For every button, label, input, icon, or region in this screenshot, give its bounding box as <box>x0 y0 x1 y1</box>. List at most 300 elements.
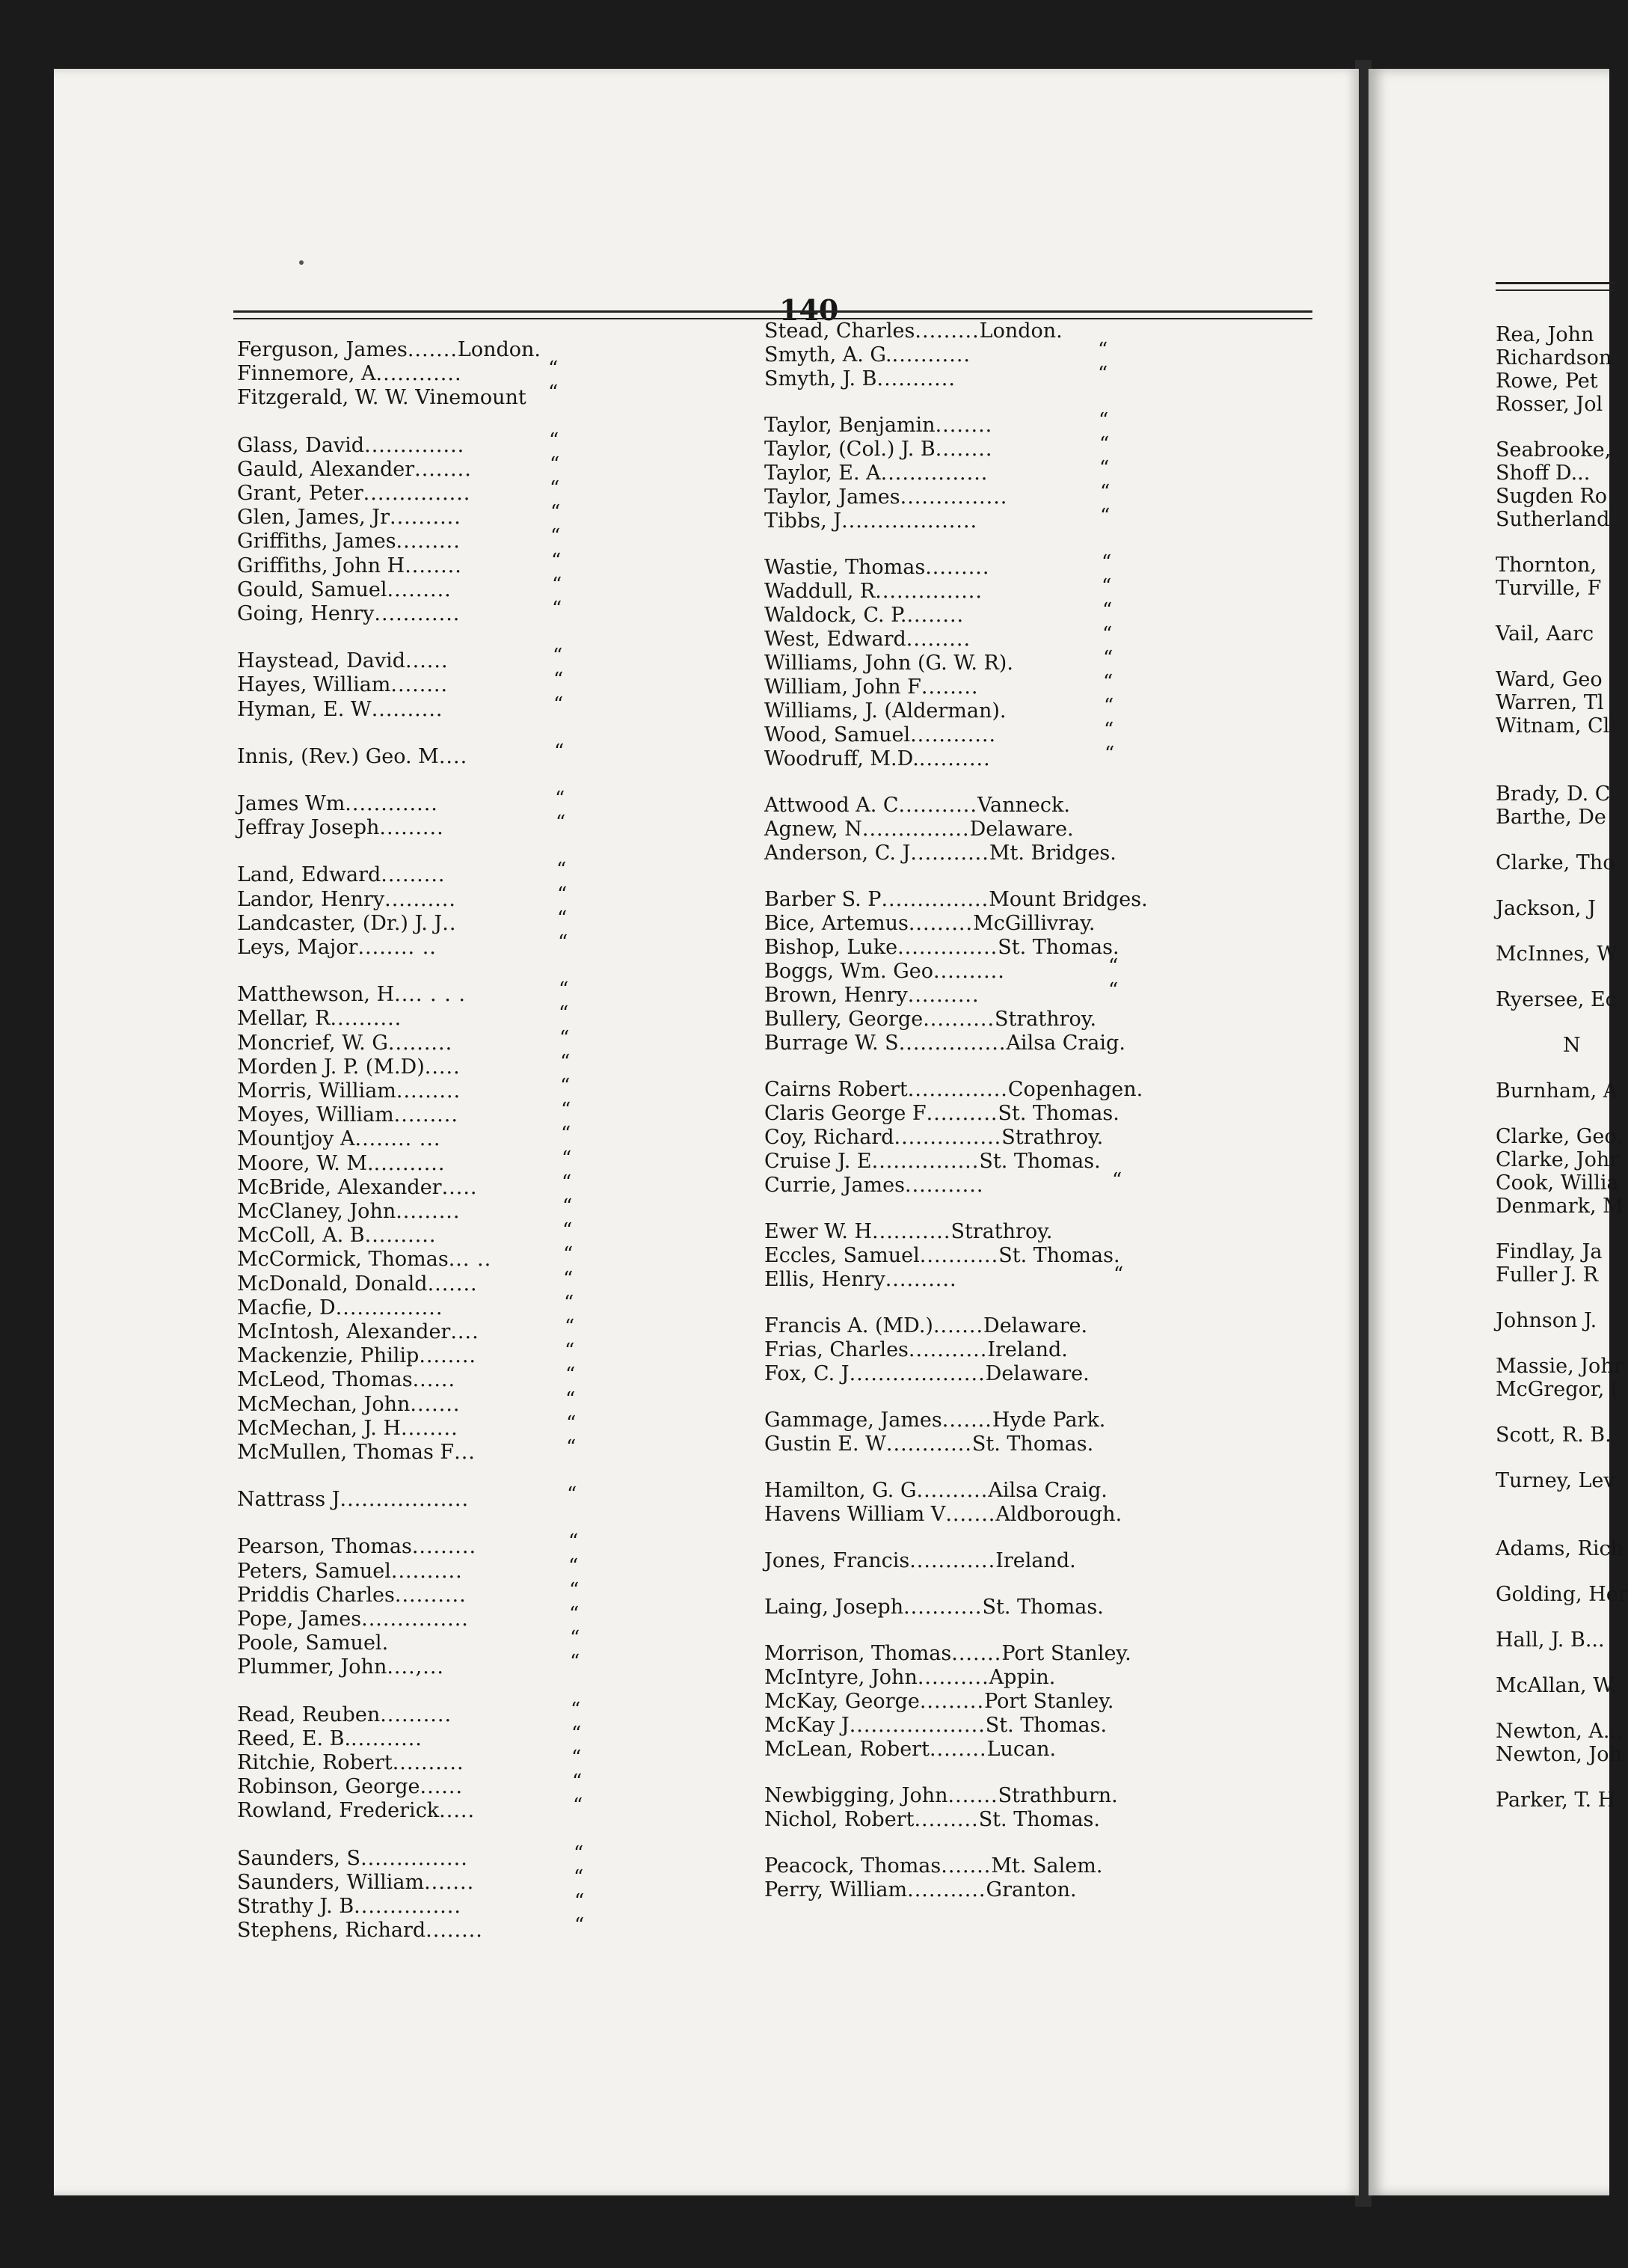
leader-dots: ..... <box>441 1175 478 1199</box>
directory-entry <box>764 842 1116 865</box>
directory-entry <box>237 506 461 530</box>
entry-name: Eccles, Samuel <box>764 1244 920 1267</box>
entry-name: Johnson J. <box>1496 1309 1597 1332</box>
ditto-mark: “ <box>1104 695 1114 717</box>
ditto-mark: “ <box>568 1554 579 1578</box>
directory-entry <box>237 1417 458 1441</box>
directory-entry <box>764 628 971 652</box>
directory-entry <box>764 1409 1105 1432</box>
entry-name: Agnew, N <box>764 818 862 841</box>
directory-entry <box>237 1751 464 1775</box>
entry-town: McGillivray. <box>973 912 1096 935</box>
entry-name: Peacock, Thomas <box>764 1854 942 1878</box>
leader-dots: .......... <box>380 1702 452 1726</box>
ditto-mark: “ <box>560 1050 571 1073</box>
entry-name: Frias, Charles <box>764 1338 909 1361</box>
entry-name: Taylor, E. A <box>764 462 881 485</box>
directory-entry <box>764 556 989 580</box>
directory-entry <box>237 362 462 386</box>
directory-entry <box>237 816 444 840</box>
directory-entry <box>764 1314 1087 1338</box>
ditto-mark: “ <box>1102 623 1113 646</box>
directory-entry <box>237 1871 474 1895</box>
directory-entry <box>237 434 464 458</box>
entry-town: Delaware. <box>983 1314 1088 1337</box>
directory-entry <box>1496 1537 1624 1561</box>
directory-entry <box>1496 1240 1603 1264</box>
leader-dots: ........... <box>908 1338 988 1361</box>
entry-town: Strathroy. <box>995 1008 1097 1031</box>
ditto-mark: “ <box>568 1530 579 1554</box>
leader-dots: ............... <box>360 1846 468 1870</box>
entry-name: Macfie, D <box>237 1296 336 1320</box>
leader-dots: ........... <box>891 343 971 367</box>
ditto-mark: “ <box>552 598 562 620</box>
ditto-mark: “ <box>551 549 562 572</box>
leader-dots: ....... <box>410 1392 461 1416</box>
ditto-mark: “ <box>570 1651 580 1674</box>
ditto-mark: “ <box>562 1195 573 1218</box>
directory-entry <box>764 1642 1131 1666</box>
directory-entry <box>764 509 977 533</box>
entry-town: St. Thomas. <box>985 1714 1108 1737</box>
leader-dots: ........ <box>935 414 993 437</box>
ditto-mark: “ <box>562 1171 572 1194</box>
entry-name: Hayes, William <box>237 673 391 697</box>
directory-entry <box>1496 1079 1618 1103</box>
directory-entry <box>1496 485 1607 509</box>
directory-entry <box>1496 1171 1619 1195</box>
entry-name: Ewer W. H <box>764 1220 873 1243</box>
leader-dots: .... . . . <box>394 983 466 1007</box>
entry-name: Plummer, John <box>237 1655 387 1679</box>
directory-entry <box>237 936 437 960</box>
entry-name: McCormick, Thomas <box>237 1248 449 1272</box>
ditto-mark: “ <box>1112 1169 1122 1192</box>
ditto-mark: “ <box>1100 505 1111 527</box>
directory-entry <box>237 1584 467 1607</box>
ditto-mark: “ <box>557 883 568 906</box>
leader-dots: ............... <box>363 482 471 505</box>
ditto-mark: “ <box>565 1364 576 1387</box>
entry-name: Cook, Willia <box>1496 1171 1619 1195</box>
leader-dots: ........... <box>903 1596 983 1619</box>
directory-entry <box>764 1690 1114 1714</box>
ditto-mark: “ <box>1108 979 1119 1002</box>
entry-name: Shoff D... <box>1496 462 1591 485</box>
leader-dots: ............... <box>900 485 1008 509</box>
directory-entry <box>764 984 980 1008</box>
entry-name: Fuller J. R <box>1496 1263 1599 1287</box>
entry-town: Ireland. <box>995 1549 1076 1572</box>
directory-entry <box>1496 1263 1598 1287</box>
entry-name: Newton, A... <box>1496 1720 1623 1743</box>
directory-entry <box>764 1666 1055 1690</box>
entry-name: Mackenzie, Philip <box>237 1344 420 1368</box>
entry-name: Robinson, George <box>237 1775 420 1799</box>
leader-dots: ............... <box>880 462 989 485</box>
entry-name: Vail, Aarc <box>1496 622 1594 646</box>
directory-entry <box>764 1126 1103 1150</box>
directory-entry <box>1496 1125 1623 1149</box>
leader-dots: .......... <box>351 1726 423 1750</box>
directory-entry <box>764 1878 1077 1902</box>
entry-name: Parker, T. H <box>1496 1789 1616 1812</box>
leader-dots: ....... <box>933 1314 984 1337</box>
ditto-mark: “ <box>572 1771 583 1794</box>
entry-name: Cairns Robert <box>764 1078 908 1101</box>
entry-name: Nattrass J <box>237 1488 340 1512</box>
leader-dots: ........ <box>414 457 472 481</box>
entry-name: Morris, William <box>237 1079 396 1103</box>
entry-name: Glass, David <box>237 433 365 457</box>
ditto-mark: “ <box>562 1219 573 1242</box>
entry-town: Mount Bridges. <box>989 888 1148 911</box>
leader-dots: .......... <box>923 1008 995 1031</box>
entry-name: Rea, John <box>1496 323 1594 346</box>
directory-entry <box>764 604 964 628</box>
directory-entry <box>237 1152 445 1176</box>
leader-dots: ............... <box>361 1607 469 1631</box>
leader-dots: .............. <box>907 1078 1008 1101</box>
ditto-mark: “ <box>574 1890 585 1913</box>
entry-name: Landor, Henry <box>237 887 385 911</box>
entry-name: Thornton, <box>1496 554 1597 577</box>
leader-dots: ................... <box>849 1362 986 1385</box>
entry-name: Bice, Artemus <box>764 912 909 935</box>
entry-name: Clarke, Johr <box>1496 1148 1620 1171</box>
directory-entry <box>237 745 467 769</box>
entry-name: Gustin E. W <box>764 1432 886 1456</box>
directory-entry <box>237 1248 491 1272</box>
directory-entry <box>237 1344 476 1368</box>
directory-entry <box>237 1441 476 1465</box>
directory-entry <box>237 1320 479 1344</box>
directory-entry <box>237 1535 476 1559</box>
entry-name: McBride, Alexander <box>237 1175 442 1199</box>
directory-entry <box>237 1368 455 1392</box>
entry-name: Bishop, Luke <box>764 936 898 959</box>
entry-name: Priddis Charles <box>237 1583 395 1607</box>
entry-town: Strathroy. <box>1001 1126 1104 1149</box>
entry-name: Saunders, William <box>237 1870 425 1894</box>
entry-name: Turville, F <box>1496 577 1602 600</box>
entry-name: Burnham, A <box>1496 1079 1618 1103</box>
leader-dots: ................... <box>841 509 978 533</box>
directory-entry <box>237 1393 461 1417</box>
leader-dots: ......... <box>915 319 980 343</box>
entry-name: Williams, John (G. W. R). <box>764 652 1013 675</box>
ditto-mark: “ <box>553 645 563 668</box>
directory-entry <box>237 649 449 673</box>
entry-town: Port Stanley. <box>1001 1642 1131 1665</box>
entry-name: Landcaster, (Dr.) J. J <box>237 911 443 935</box>
directory-entry <box>1496 1469 1615 1493</box>
entry-name: Gould, Samuel <box>237 577 387 601</box>
entry-name: Bullery, George <box>764 1008 924 1031</box>
directory-entry <box>237 386 526 410</box>
entry-name: Innis, (Rev.) Geo. M <box>237 744 439 768</box>
ditto-mark: “ <box>574 1914 585 1937</box>
leader-dots: ..... <box>439 1799 476 1823</box>
directory-entry <box>1496 1148 1619 1172</box>
entry-town: Mt. Salem. <box>991 1854 1103 1878</box>
directory-entry <box>237 1032 452 1055</box>
entry-name: Currie, James <box>764 1174 905 1197</box>
ditto-mark: “ <box>1098 339 1108 361</box>
entry-name: Moncrief, W. G <box>237 1031 388 1055</box>
entry-name: Burrage W. S <box>764 1032 899 1055</box>
directory-entry <box>237 1272 478 1296</box>
directory-entry <box>1496 806 1606 830</box>
directory-entry <box>1496 668 1603 692</box>
directory-entry <box>1496 393 1603 417</box>
leader-dots: .......... <box>390 506 461 530</box>
leader-dots: .......... <box>390 1559 463 1583</box>
directory-entry <box>237 863 446 887</box>
directory-entry <box>1496 622 1594 646</box>
ditto-mark: “ <box>1104 719 1114 741</box>
directory-entry <box>237 912 456 936</box>
entry-name: Griffiths, John H <box>237 554 405 577</box>
directory-entry <box>1496 1309 1597 1333</box>
right-header-rule-bottom <box>1496 289 1615 291</box>
leader-dots: .... <box>438 744 468 768</box>
ditto-mark: “ <box>556 859 567 882</box>
entry-name: Waldock, C. P. <box>764 604 907 627</box>
directory-entry <box>237 1703 452 1727</box>
leader-dots: .......... <box>394 1583 467 1607</box>
directory-entry <box>237 698 443 722</box>
directory-entry <box>1496 508 1609 532</box>
directory-entry <box>1496 1720 1623 1744</box>
directory-entry <box>764 1596 1104 1619</box>
entry-name: Brady, D. C <box>1496 782 1611 806</box>
page-number: 140 <box>779 293 839 327</box>
entry-name: Stead, Charles <box>764 319 915 343</box>
directory-entry <box>1496 851 1615 875</box>
directory-entry <box>1496 438 1611 462</box>
entry-name: Clarke, Tho <box>1496 851 1615 874</box>
directory-entry <box>237 1007 402 1031</box>
directory-entry <box>237 1127 441 1151</box>
entry-name: Rowland, Frederick <box>237 1799 440 1823</box>
leader-dots: . <box>381 1631 390 1655</box>
directory-entry <box>764 367 956 391</box>
entry-name: McMechan, John <box>237 1392 411 1416</box>
leader-dots: ...... <box>405 649 449 673</box>
leader-dots: .............. <box>897 936 998 959</box>
section-letter <box>1563 1034 1581 1057</box>
leader-dots: .... <box>450 1320 479 1343</box>
entry-name: Denmark, M <box>1496 1195 1624 1218</box>
ditto-mark: “ <box>555 788 565 810</box>
directory-entry <box>237 1919 483 1943</box>
directory-entry <box>764 1174 983 1198</box>
directory-entry <box>237 1560 463 1584</box>
leader-dots: ......... <box>387 577 452 601</box>
leader-dots: ........ <box>906 604 965 627</box>
entry-town: St. Thomas. <box>998 1244 1120 1267</box>
entry-town: Strathburn. <box>998 1784 1118 1807</box>
leader-dots: ............... <box>875 580 983 603</box>
ditto-mark: “ <box>571 1722 582 1745</box>
leader-dots: ....... <box>951 1642 1002 1665</box>
directory-entry <box>237 1488 469 1512</box>
leader-dots: .......... <box>917 1666 989 1689</box>
leader-dots: .......... <box>916 1479 989 1502</box>
directory-entry <box>237 1847 468 1871</box>
directory-entry <box>1496 988 1617 1012</box>
ditto-mark: “ <box>1102 551 1112 574</box>
ditto-mark: “ <box>1102 599 1113 622</box>
directory-entry <box>1496 1789 1615 1812</box>
entry-name: Ellis, Henry <box>764 1268 885 1291</box>
ditto-mark: “ <box>548 381 559 405</box>
entry-name: Ryersee, Ec <box>1496 988 1617 1011</box>
directory-entry <box>764 960 1005 984</box>
entry-town: Ailsa Craig. <box>988 1479 1108 1502</box>
entry-name: McLean, Robert <box>764 1738 930 1761</box>
leader-dots: ......... <box>925 556 990 579</box>
entry-name: McKay, George <box>764 1690 920 1713</box>
entry-name: Sugden Ro <box>1496 485 1607 508</box>
leader-dots: .......... <box>384 887 456 911</box>
entry-name: Coy, Richard <box>764 1126 894 1149</box>
leader-dots: ........... <box>876 367 956 390</box>
entry-town: Delaware. <box>969 818 1074 841</box>
directory-entry <box>237 1655 444 1679</box>
ditto-mark: “ <box>563 1243 574 1266</box>
directory-entry <box>237 1799 475 1823</box>
leader-dots: ........... <box>919 1244 999 1267</box>
entry-name: Boggs, Wm. Geo <box>764 960 934 983</box>
ditto-mark: “ <box>550 453 560 476</box>
ditto-mark: “ <box>1105 743 1115 765</box>
ditto-mark: “ <box>553 693 564 716</box>
entry-name: Laing, Joseph <box>764 1596 904 1619</box>
directory-entry <box>764 794 1070 818</box>
entry-name: McLeod, Thomas <box>237 1368 413 1392</box>
ditto-mark: “ <box>1099 409 1109 432</box>
leader-dots: .......... <box>392 1751 464 1774</box>
entry-name: Peters, Samuel <box>237 1559 391 1583</box>
ditto-mark: “ <box>550 525 561 548</box>
entry-name: Golding, Her <box>1496 1583 1628 1606</box>
ditto-mark: “ <box>548 358 559 381</box>
directory-entry <box>1496 1378 1618 1402</box>
leader-dots: ........ <box>405 554 462 577</box>
entry-town: St. Thomas. <box>998 1102 1119 1125</box>
directory-entry <box>1496 370 1598 393</box>
ditto-mark: “ <box>558 931 568 954</box>
directory-entry <box>237 673 448 697</box>
directory-entry <box>1496 323 1594 347</box>
directory-entry <box>764 1503 1122 1527</box>
directory-entry <box>237 602 460 626</box>
leader-dots: .......... <box>885 1268 957 1291</box>
leader-dots: ......... <box>381 863 446 887</box>
entry-name: McColl, A. B <box>237 1224 365 1248</box>
entry-town: Mt. Bridges. <box>989 842 1116 865</box>
entry-name: Claris George F <box>764 1102 927 1125</box>
directory-entry <box>764 1808 1100 1832</box>
leader-dots: ........ <box>419 1344 477 1368</box>
leader-dots: ... .. <box>448 1248 492 1272</box>
directory-entry <box>764 438 992 462</box>
leader-dots: .......... <box>918 747 991 770</box>
ditto-mark: “ <box>553 669 564 692</box>
entry-town: St. Thomas. <box>978 1808 1100 1831</box>
entry-name: N <box>1563 1034 1581 1057</box>
entry-town: London. <box>979 319 1063 343</box>
entry-name: Findlay, Ja <box>1496 1240 1603 1263</box>
entry-town: St. Thomas. <box>982 1596 1104 1619</box>
ditto-mark: “ <box>1098 363 1108 385</box>
directory-entry <box>764 1244 1120 1268</box>
leader-dots: ............... <box>871 1150 980 1173</box>
directory-entry <box>764 319 1063 343</box>
directory-entry <box>237 1079 461 1103</box>
entry-name: Jackson, J <box>1496 897 1596 920</box>
ditto-mark: “ <box>549 429 559 452</box>
directory-entry <box>1496 1423 1612 1447</box>
entry-name: Anderson, C. J <box>764 842 911 865</box>
leader-dots: ........ .. <box>357 936 437 959</box>
leader-dots: ....... <box>941 1854 992 1878</box>
entry-name: Ward, Geo <box>1496 668 1603 691</box>
leader-dots: ............ <box>375 362 462 386</box>
directory-entry <box>1496 1743 1622 1767</box>
entry-name: Gammage, James <box>764 1409 942 1432</box>
leader-dots: ............... <box>894 1126 1002 1149</box>
entry-name: Leys, Major <box>237 936 358 959</box>
leader-dots: ......... <box>906 628 971 651</box>
ditto-mark: “ <box>569 1603 580 1625</box>
entry-name: Adams, Rich <box>1496 1537 1624 1560</box>
entry-town: Delaware. <box>985 1362 1090 1385</box>
ditto-mark: “ <box>565 1388 576 1411</box>
entry-name: Stephens, Richard <box>237 1919 426 1943</box>
directory-entry <box>764 1008 1096 1032</box>
leader-dots: ........... <box>898 794 977 817</box>
leader-dots: .......... <box>926 1102 998 1125</box>
ditto-mark: “ <box>554 740 565 763</box>
leader-dots: ........ <box>935 438 993 461</box>
entry-town: Hyde Park. <box>992 1409 1106 1432</box>
ditto-mark: “ <box>564 1291 574 1314</box>
directory-entry <box>1496 897 1596 921</box>
entry-name: Jeffray Joseph <box>237 816 380 840</box>
entry-name: Massie, Johr <box>1496 1355 1624 1378</box>
leader-dots: ......... <box>396 1079 461 1103</box>
ditto-mark: “ <box>566 1412 577 1435</box>
directory-entry <box>764 888 1148 912</box>
entry-name: Woodruff, M.D. <box>764 747 919 770</box>
entry-name: Barthe, De <box>1496 806 1606 829</box>
directory-entry <box>1496 1674 1617 1698</box>
leader-dots: ......... <box>393 1103 458 1127</box>
leader-dots: ........ <box>921 675 979 699</box>
entry-name: Hyman, E. W <box>237 697 372 721</box>
leader-dots: .......... <box>330 1007 402 1031</box>
entry-name: Seabrooke, <box>1496 438 1612 462</box>
leader-dots: ........... <box>907 1878 986 1901</box>
leader-dots: ............... <box>861 818 970 841</box>
ditto-mark: “ <box>1114 1263 1124 1286</box>
ditto-mark: “ <box>550 477 560 500</box>
ditto-mark: “ <box>566 1436 577 1459</box>
